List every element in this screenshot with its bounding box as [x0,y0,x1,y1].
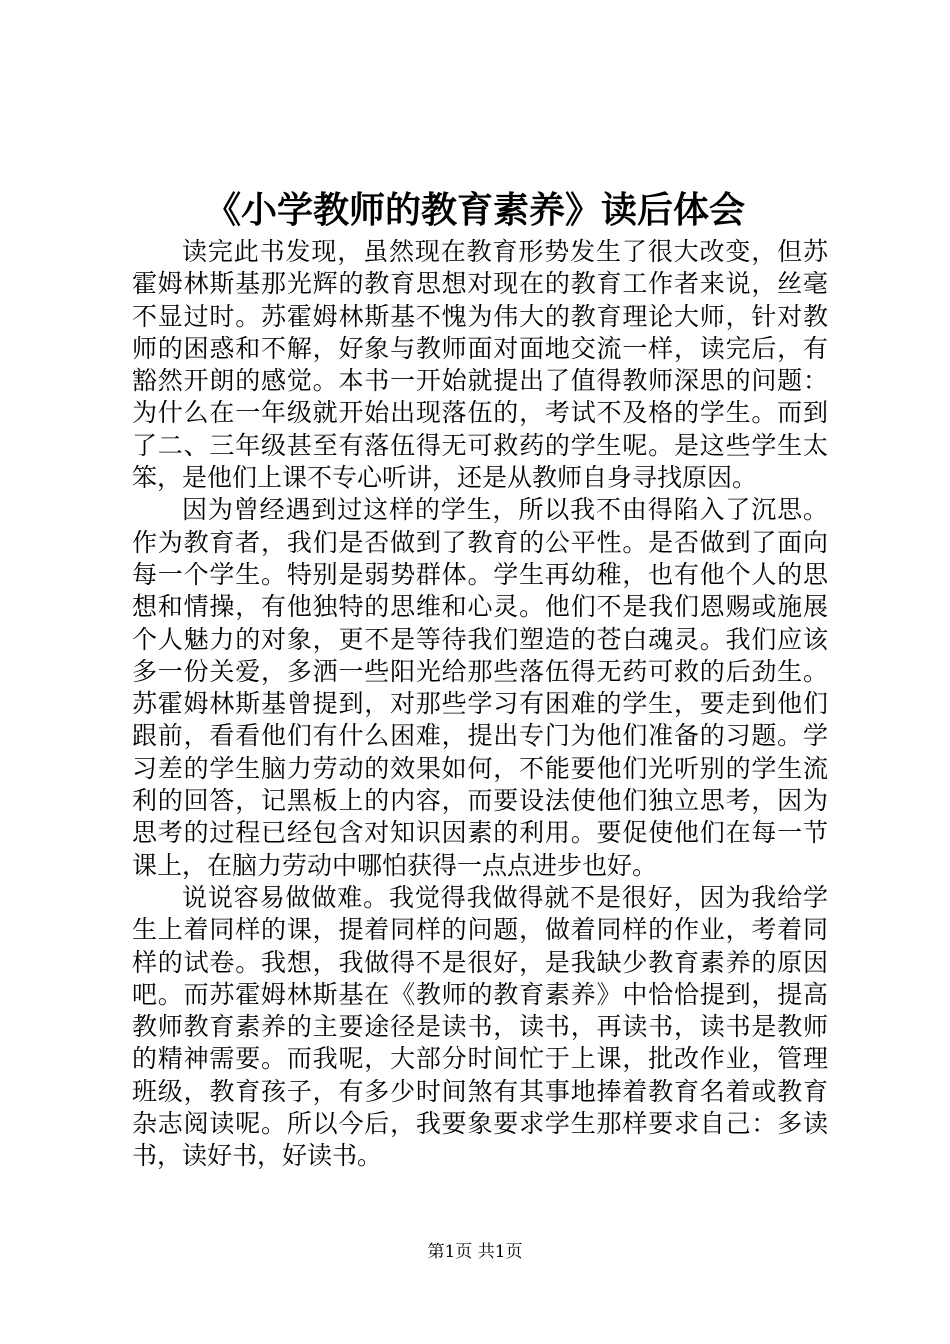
paragraph-1: 读完此书发现，虽然现在教育形势发生了很大改变，但苏霍姆林斯基那光辉的教育思想对现在的教育工作者来说，丝毫不显过时。苏霍姆林斯基不愧为伟大的教育理论大师，针对教师的困惑和不解，好象与教师面对面地交流一样，读完后，有豁然开朗的感觉。本书一开始就提出了值得教师深思的问题：为什么在一年级就开始出现落伍的，考试不及格的学生。而到了二、三年级甚至有落伍得无可救药的学生呢。是这些学生太笨，是他们上课不专心听讲，还是从教师自身寻找原因。 [132,237,828,493]
document-body [132,236,828,1173]
page-number-footer: 第1页 共1页 [427,1242,523,1262]
paragraph-2: 因为曾经遇到过这样的学生，所以我不由得陷入了沉思。作为教育者，我们是否做到了教育的公平性。是否做到了面向每一个学生。特别是弱势群体。学生再幼稚，也有他个人的思想和情操，有他独特的思维和心灵。他们不是我们恩赐或施展个人魅力的对象，更不是等待我们塑造的苍白魂灵。我们应该多一份关爱，多洒一些阳光给那些落伍得无药可救的后劲生。苏霍姆林斯基曾提到，对那些学习有困难的学生，要走到他们跟前，看看他们有什么困难，提出专门为他们准备的习题。学习差的学生脑力劳动的效果如何，不能要他们光听别的学生流利的回答，记黑板上的内容，而要设法使他们独立思考，因为思考的过程已经包含对知识因素的利用。要促使他们在每一节课上，在脑力劳动中哪怕获得一点点进步也好。 [132,495,828,880]
document-title: 《小学教师的教育素养》读后体会 [204,189,745,231]
paragraph-3: 说说容易做做难。我觉得我做得就不是很好，因为我给学生上着同样的课，提着同样的问题，做着同样的作业，考着同样的试卷。我想，我做得不是很好，是我缺少教育素养的原因吧。而苏霍姆林斯基在《教师的教育素养》中恰恰提到，提高教师教育素养的主要途径是读书，读书，再读书，读书是教师的精神需要。而我呢，大部分时间忙于上课，批改作业，管理班级，教育孩子，有多少时间煞有其事地捧着教育名着或教育杂志阅读呢。所以今后，我要象要求学生那样要求自己：多读书，读好书，好读书。 [132,882,828,1171]
